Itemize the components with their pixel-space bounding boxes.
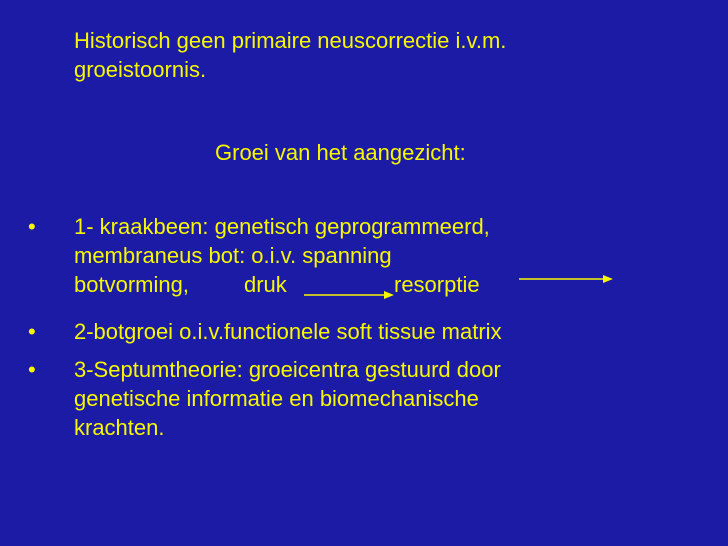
intro-line-1: Historisch geen primaire neuscorrectie i.v.m. xyxy=(74,28,507,53)
bullet-marker-3: • xyxy=(28,357,36,382)
bullet-3-line-3: krachten. xyxy=(74,415,165,440)
intro-line-2: groeistoornis. xyxy=(74,57,207,82)
bullet-1-line-3-resorptie: resorptie xyxy=(394,272,480,297)
slide-heading: Groei van het aangezicht: xyxy=(215,140,466,165)
bullet-1-line-3-druk: druk xyxy=(244,272,287,297)
bullet-1-line-1: 1- kraakbeen: genetisch geprogrammeerd, xyxy=(74,214,490,239)
druk-arrow-icon xyxy=(302,288,398,302)
bullet-1-line-2: membraneus bot: o.i.v. spanning xyxy=(74,243,392,268)
bullet-marker-1: • xyxy=(28,214,36,239)
bullet-2-line-1: 2-botgroei o.i.v.functionele soft tissue matrix xyxy=(74,319,502,344)
bullet-1-line-3-botvorming: botvorming, xyxy=(74,272,189,297)
bullet-3-line-1: 3-Septumtheorie: groeicentra gestuurd door xyxy=(74,357,501,382)
bullet-3-line-2: genetische informatie en biomechanische xyxy=(74,386,479,411)
bullet-marker-2: • xyxy=(28,319,36,344)
spanning-arrow-icon xyxy=(517,272,617,286)
